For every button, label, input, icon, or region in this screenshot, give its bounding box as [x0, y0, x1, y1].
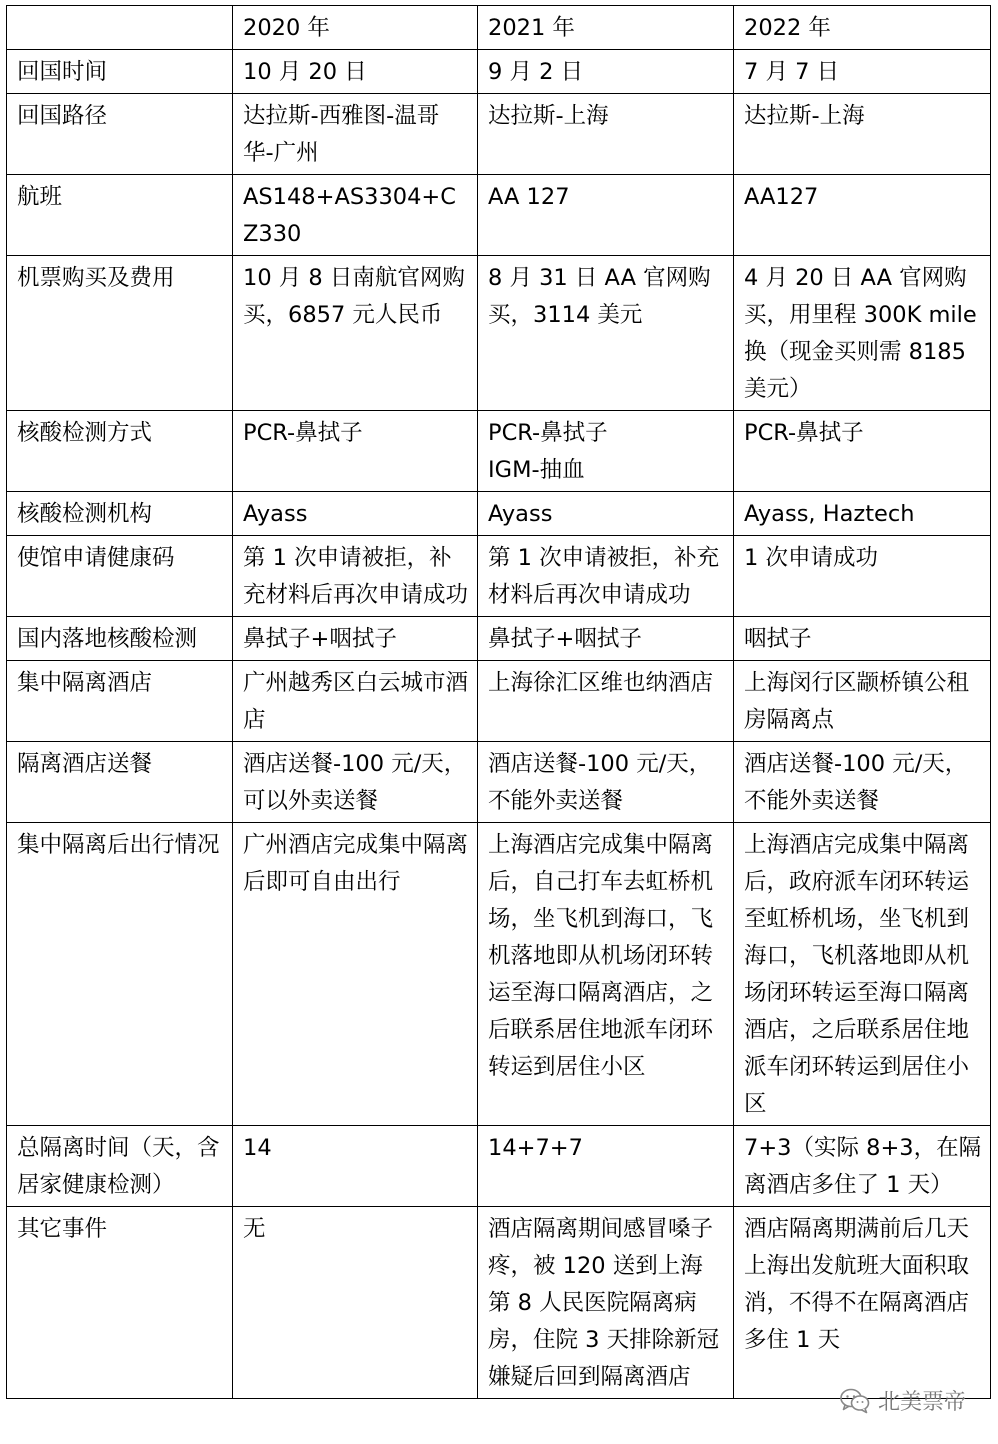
table-cell-2021: 达拉斯-上海 [478, 94, 734, 175]
table-cell-2022: 达拉斯-上海 [734, 94, 991, 175]
table-cell-2022: 酒店隔离期满前后几天上海出发航班大面积取消，不得不在隔离酒店多住 1 天 [734, 1207, 991, 1399]
table-cell-2020: 酒店送餐-100 元/天，可以外卖送餐 [233, 742, 478, 823]
table-cell-2021: AA 127 [478, 175, 734, 256]
header-2020: 2020 年 [233, 6, 478, 50]
table-row [7, 492, 991, 536]
header-corner-cell [7, 6, 233, 50]
row-label: 回国路径 [7, 94, 233, 175]
table-cell-2020: 鼻拭子+咽拭子 [233, 617, 478, 661]
table-cell-2021: Ayass [478, 492, 734, 536]
table-row [7, 536, 991, 617]
table-cell-2021: 上海酒店完成集中隔离后，自己打车去虹桥机场，坐飞机到海口，飞机落地即从机场闭环转运至海口隔离酒店，之后联系居住地派车闭环转运到居住小区 [478, 823, 734, 1126]
table-row [7, 617, 991, 661]
table-cell-2020: 10 月 20 日 [233, 50, 478, 94]
table-cell-2020: 广州酒店完成集中隔离后即可自由出行 [233, 823, 478, 1126]
table-cell-2021: PCR-鼻拭子 IGM-抽血 [478, 411, 734, 492]
table-cell-2020: AS148+AS3304+CZ330 [233, 175, 478, 256]
table-cell-2022: Ayass, Haztech [734, 492, 991, 536]
table-cell-2022: 咽拭子 [734, 617, 991, 661]
table-row [7, 661, 991, 742]
header-2022: 2022 年 [734, 6, 991, 50]
row-label: 使馆申请健康码 [7, 536, 233, 617]
table-row [7, 94, 991, 175]
table-header-row [7, 6, 991, 50]
row-label: 总隔离时间（天，含居家健康检测） [7, 1126, 233, 1207]
table-cell-2020: Ayass [233, 492, 478, 536]
table-cell-2021: 8 月 31 日 AA 官网购买，3114 美元 [478, 256, 734, 411]
watermark [840, 1385, 966, 1416]
row-label: 核酸检测机构 [7, 492, 233, 536]
table-cell-2022: 7 月 7 日 [734, 50, 991, 94]
row-label: 核酸检测方式 [7, 411, 233, 492]
table-cell-2022: AA127 [734, 175, 991, 256]
row-label: 国内落地核酸检测 [7, 617, 233, 661]
row-label: 隔离酒店送餐 [7, 742, 233, 823]
table-cell-2021: 酒店隔离期间感冒嗓子疼，被 120 送到上海第 8 人民医院隔离病房，住院 3 天排除新冠嫌疑后回到隔离酒店 [478, 1207, 734, 1399]
table-cell-2020: 无 [233, 1207, 478, 1399]
table-cell-2022: 4 月 20 日 AA 官网购买，用里程 300K mile 换（现金买则需 8185 美元） [734, 256, 991, 411]
table-cell-2020: PCR-鼻拭子 [233, 411, 478, 492]
row-label: 机票购买及费用 [7, 256, 233, 411]
table-cell-2022: PCR-鼻拭子 [734, 411, 991, 492]
row-label: 回国时间 [7, 50, 233, 94]
table-cell-2020: 广州越秀区白云城市酒店 [233, 661, 478, 742]
header-2021: 2021 年 [478, 6, 734, 50]
table-cell-2021: 上海徐汇区维也纳酒店 [478, 661, 734, 742]
watermark-text: 北美票帝 [877, 1390, 966, 1415]
table-cell-2022: 1 次申请成功 [734, 536, 991, 617]
table-cell-2022: 上海酒店完成集中隔离后，政府派车闭环转运至虹桥机场，坐飞机到海口，飞机落地即从机场闭环转运至海口隔离酒店，之后联系居住地派车闭环转运到居住小区 [734, 823, 991, 1126]
comparison-table [6, 5, 991, 1399]
table-cell-2021: 酒店送餐-100 元/天，不能外卖送餐 [478, 742, 734, 823]
row-label: 集中隔离后出行情况 [7, 823, 233, 1126]
table-cell-2020: 达拉斯-西雅图-温哥华-广州 [233, 94, 478, 175]
row-label: 航班 [7, 175, 233, 256]
row-label: 集中隔离酒店 [7, 661, 233, 742]
table-cell-2021: 14+7+7 [478, 1126, 734, 1207]
table-cell-2022: 酒店送餐-100 元/天，不能外卖送餐 [734, 742, 991, 823]
table-cell-2021: 鼻拭子+咽拭子 [478, 617, 734, 661]
table-cell-2020: 10 月 8 日南航官网购买，6857 元人民币 [233, 256, 478, 411]
table-row [7, 1207, 991, 1399]
table-cell-2021: 9 月 2 日 [478, 50, 734, 94]
table-cell-2022: 上海闵行区颛桥镇公租房隔离点 [734, 661, 991, 742]
row-label: 其它事件 [7, 1207, 233, 1399]
table-body [7, 6, 991, 1399]
table-row [7, 742, 991, 823]
table-row [7, 175, 991, 256]
table-row [7, 823, 991, 1126]
table-cell-2020: 第 1 次申请被拒，补充材料后再次申请成功 [233, 536, 478, 617]
table-row [7, 256, 991, 411]
wechat-icon [840, 1388, 870, 1414]
table-row [7, 411, 991, 492]
table-cell-2020: 14 [233, 1126, 478, 1207]
table-cell-2022: 7+3（实际 8+3，在隔离酒店多住了 1 天） [734, 1126, 991, 1207]
table-row [7, 1126, 991, 1207]
table-row [7, 50, 991, 94]
table-cell-2021: 第 1 次申请被拒，补充材料后再次申请成功 [478, 536, 734, 617]
